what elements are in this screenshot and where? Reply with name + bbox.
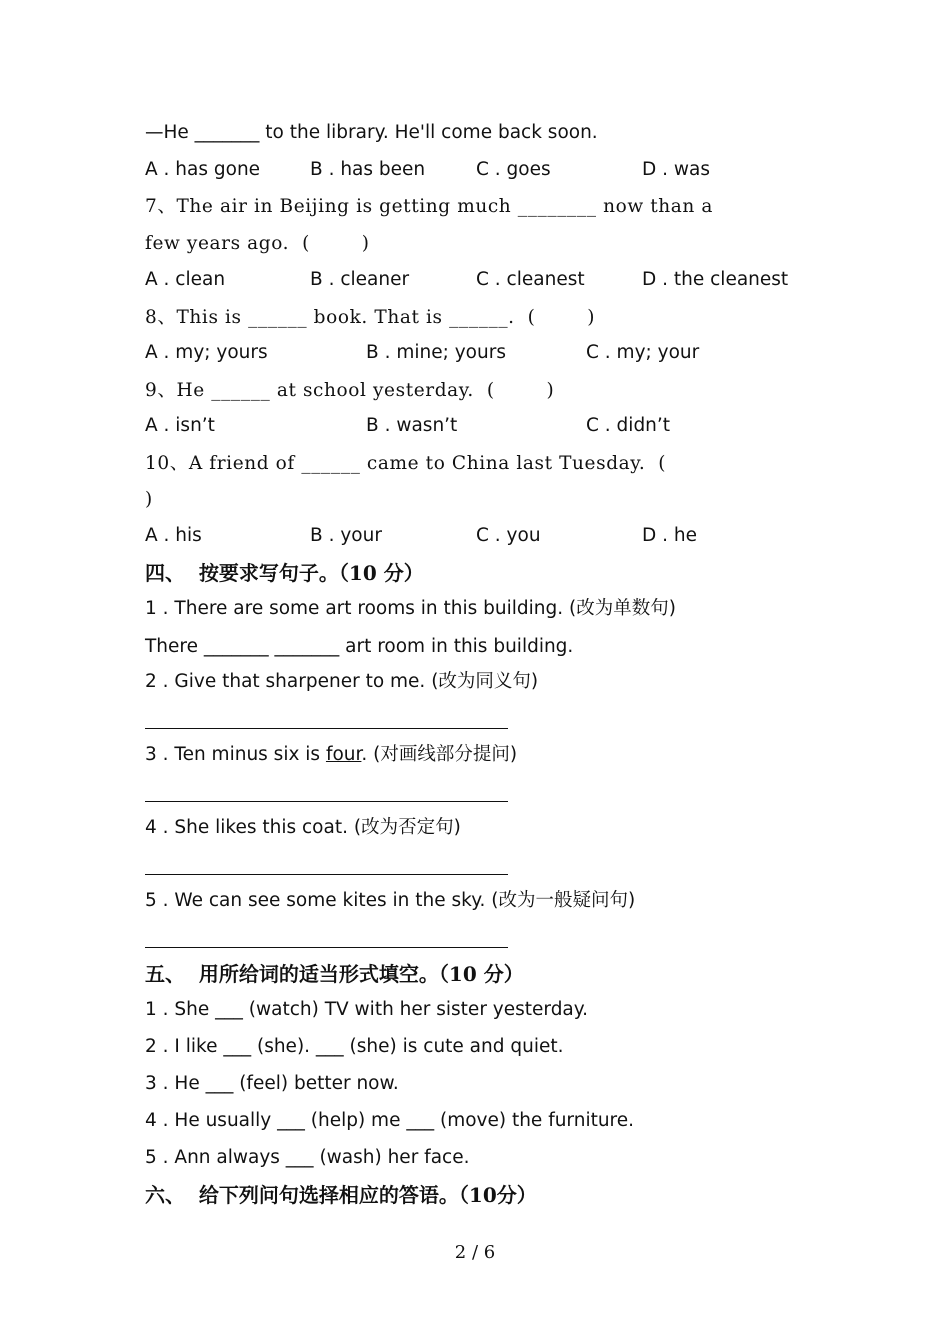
option-d: D . the cleanest bbox=[642, 269, 789, 290]
option-a: A . clean bbox=[145, 269, 226, 290]
section-5-item-4: 4 . He usually ___ (help) me ___ (move) the furniture. bbox=[145, 1110, 635, 1131]
question-10-line-1: 10、A friend of ______ came to China last Tuesday. ( bbox=[145, 453, 667, 474]
section-4-item-2: 2 . Give that sharpener to me. (改为同义句) bbox=[145, 671, 539, 692]
option-c: C . you bbox=[476, 525, 541, 546]
section-5-item-3: 3 . He ___ (feel) better now. bbox=[145, 1073, 399, 1094]
answer-line bbox=[145, 947, 508, 948]
option-a: A . isn’t bbox=[145, 415, 215, 436]
section-5-item-2: 2 . I like ___ (she). ___ (she) is cute and quiet. bbox=[145, 1036, 564, 1057]
section-6-heading: 六、 给下列问句选择相应的答语。（10分） bbox=[145, 1183, 537, 1207]
page-number: 2 / 6 bbox=[454, 1242, 496, 1263]
option-b: B . wasn’t bbox=[366, 415, 458, 436]
option-a: A . my; yours bbox=[145, 342, 268, 363]
option-b: B . your bbox=[310, 525, 382, 546]
option-c: C . goes bbox=[476, 159, 551, 180]
section-4-item-4: 4 . She likes this coat. (改为否定句) bbox=[145, 817, 461, 838]
option-c: C . my; your bbox=[586, 342, 700, 363]
answer-line bbox=[145, 728, 508, 729]
question-7-line-2: few years ago. ( ) bbox=[145, 233, 370, 254]
question-7-line-1: 7、The air in Beijing is getting much ________ now than a bbox=[145, 196, 714, 217]
option-d: D . was bbox=[642, 159, 710, 180]
option-a: A . has gone bbox=[145, 159, 261, 180]
option-c: C . cleanest bbox=[476, 269, 585, 290]
option-b: B . mine; yours bbox=[366, 342, 506, 363]
option-c: C . didn’t bbox=[586, 415, 671, 436]
question-9-text: 9、He ______ at school yesterday. ( ) bbox=[145, 380, 555, 401]
answer-line bbox=[145, 801, 508, 802]
section-4-heading: 四、 按要求写句子。（10 分） bbox=[145, 561, 424, 585]
option-a: A . his bbox=[145, 525, 202, 546]
option-b: B . has been bbox=[310, 159, 426, 180]
answer-line bbox=[145, 874, 508, 875]
section-5-item-5: 5 . Ann always ___ (wash) her face. bbox=[145, 1147, 470, 1168]
section-5-item-1: 1 . She ___ (watch) TV with her sister yesterday. bbox=[145, 999, 588, 1020]
question-8-text: 8、This is ______ book. That is ______. ( ) bbox=[145, 307, 596, 328]
option-b: B . cleaner bbox=[310, 269, 410, 290]
section-4-item-3: 3 . Ten minus six is four. (对画线部分提问) bbox=[145, 744, 518, 765]
section-4-item-5: 5 . We can see some kites in the sky. (改为一般疑问句) bbox=[145, 890, 636, 911]
underlined-word: four bbox=[325, 744, 362, 765]
question-6-text: —He _______ to the library. He'll come back soon. bbox=[145, 122, 598, 143]
section-4-item-1: 1 . There are some art rooms in this building. (改为单数句) bbox=[145, 598, 676, 619]
section-5-heading: 五、 用所给词的适当形式填空。（10 分） bbox=[145, 962, 524, 986]
section-4-item-1-answer: There _______ _______ art room in this building. bbox=[145, 636, 574, 657]
option-d: D . he bbox=[642, 525, 697, 546]
question-10-line-2: ) bbox=[145, 489, 153, 510]
